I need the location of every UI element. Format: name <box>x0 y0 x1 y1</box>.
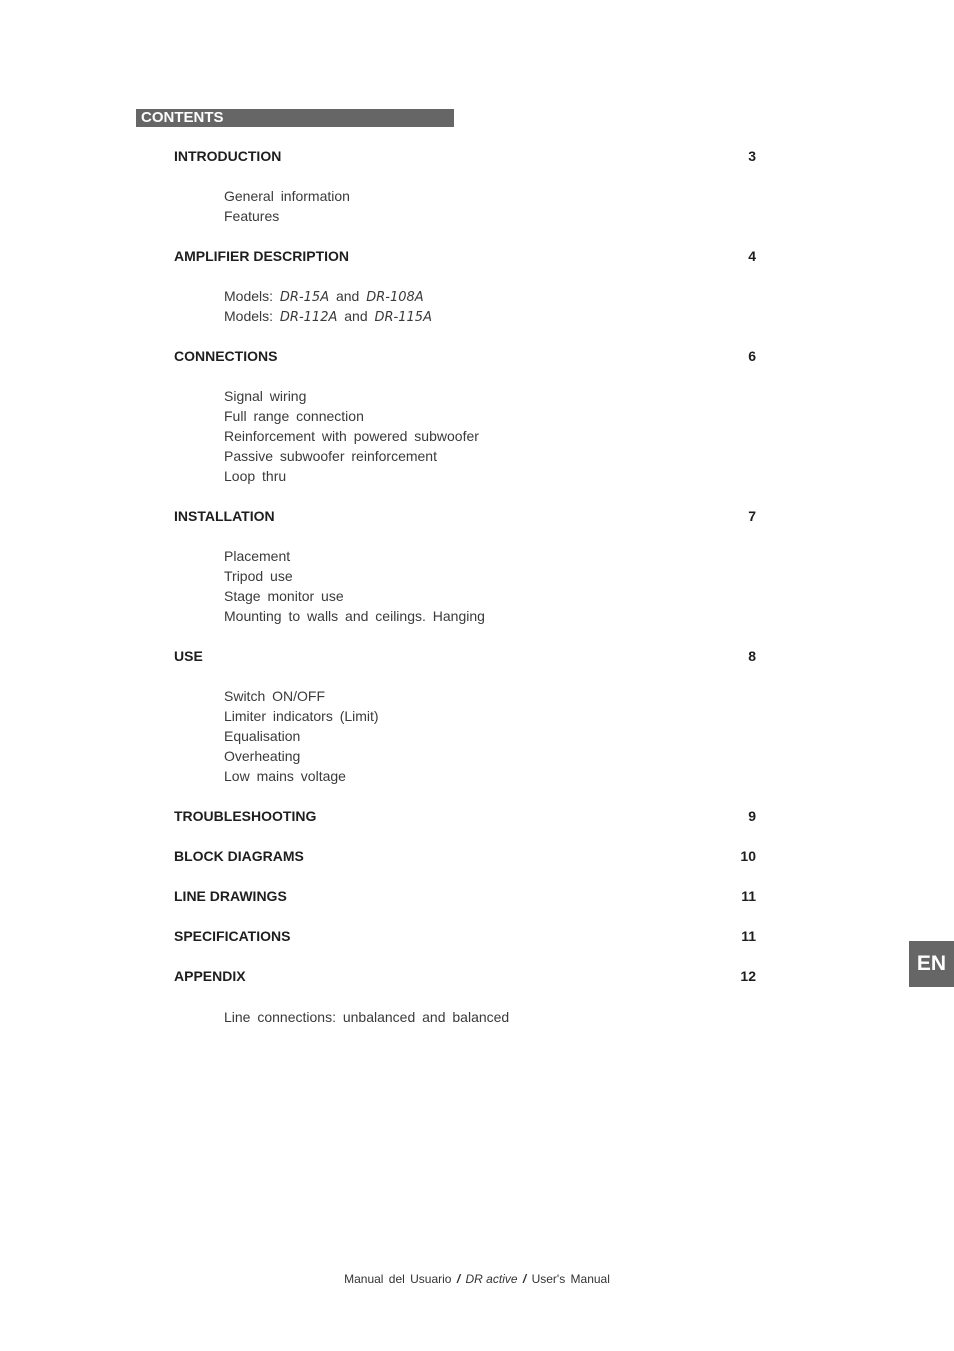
toc-subitem: Switch ON/OFF <box>224 688 326 704</box>
toc-subitem <box>224 306 756 326</box>
toc-subitems <box>174 1007 756 1027</box>
toc-entry[interactable] <box>174 846 756 866</box>
toc-subitems <box>174 186 756 226</box>
toc-entry[interactable] <box>174 346 756 366</box>
toc-section-troubleshooting <box>174 806 756 826</box>
toc-page-number: 6 <box>748 348 756 364</box>
toc-subitem: Limiter indicators (Limit) <box>224 708 379 724</box>
model-name: DR-115A <box>374 310 432 325</box>
toc-subitem <box>224 286 756 306</box>
contents-heading: CONTENTS <box>136 109 454 127</box>
toc-section-introduction <box>174 146 756 226</box>
toc-section-amplifier-description <box>174 246 756 326</box>
models-joiner: and <box>335 288 360 304</box>
toc-subitems <box>174 386 756 486</box>
toc-entry[interactable] <box>174 506 756 526</box>
model-name: DR-108A <box>366 290 424 305</box>
toc-page-number: 12 <box>740 968 756 984</box>
toc-subitem: Signal wiring <box>224 388 307 404</box>
toc-page-number: 11 <box>741 888 756 904</box>
models-prefix: Models: <box>224 288 274 304</box>
toc-subitems <box>174 546 756 626</box>
toc-section-connections <box>174 346 756 486</box>
toc-subitem: Passive subwoofer reinforcement <box>224 448 437 464</box>
footer-left: Manual del Usuario <box>344 1272 452 1286</box>
toc-page-number: 4 <box>748 248 756 264</box>
toc-entry[interactable] <box>174 806 756 826</box>
toc-subitem: Mounting to walls and ceilings. Hanging <box>224 608 485 624</box>
toc-page-number: 3 <box>748 148 756 164</box>
model-name: DR-112A <box>279 310 338 325</box>
toc-section-title: TROUBLESHOOTING <box>174 808 317 824</box>
toc-section-use <box>174 646 756 786</box>
toc-subitem: Overheating <box>224 748 301 764</box>
footer-product: DR active <box>465 1272 518 1286</box>
toc-section-title: BLOCK DIAGRAMS <box>174 848 304 864</box>
toc-section-block-diagrams <box>174 846 756 866</box>
toc-entry[interactable] <box>174 646 756 666</box>
toc-section-title: AMPLIFIER DESCRIPTION <box>174 248 350 264</box>
toc-section-title: SPECIFICATIONS <box>174 928 291 944</box>
toc-subitem: General information <box>224 188 350 204</box>
toc-page-number: 10 <box>740 848 756 864</box>
model-name: DR-15A <box>279 290 330 305</box>
toc-section-title: APPENDIX <box>174 968 246 984</box>
toc-entry[interactable] <box>174 886 756 906</box>
toc-section-specifications <box>174 926 756 946</box>
page-footer <box>0 1272 954 1286</box>
toc-section-title: LINE DRAWINGS <box>174 888 287 904</box>
language-tab[interactable]: EN <box>909 941 954 987</box>
toc-subitem: Tripod use <box>224 568 293 584</box>
toc-subitems <box>174 286 756 326</box>
toc-section-title: USE <box>174 648 203 664</box>
footer-right: User's Manual <box>531 1272 610 1286</box>
models-prefix: Models: <box>224 308 274 324</box>
toc-subitem: Reinforcement with powered subwoofer <box>224 428 479 444</box>
models-joiner: and <box>344 308 368 324</box>
footer-separator: / <box>456 1272 461 1286</box>
toc-subitem: Equalisation <box>224 728 301 744</box>
toc-subitem: Line connections: unbalanced and balanced <box>224 1009 510 1025</box>
toc-page-number: 7 <box>748 508 756 524</box>
toc-section-line-drawings <box>174 886 756 906</box>
toc-entry[interactable] <box>174 966 756 986</box>
toc-subitem: Stage monitor use <box>224 588 344 604</box>
toc-subitem: Loop thru <box>224 468 287 484</box>
toc-subitem: Features <box>224 208 280 224</box>
toc-section-installation <box>174 506 756 626</box>
toc-page-number: 11 <box>741 928 756 944</box>
toc-subitem: Full range connection <box>224 408 364 424</box>
toc-subitems <box>174 686 756 786</box>
toc-entry[interactable] <box>174 926 756 946</box>
toc-page-number: 8 <box>748 648 756 664</box>
toc-entry[interactable] <box>174 146 756 166</box>
toc-section-title: INSTALLATION <box>174 508 275 524</box>
toc-section-title: INTRODUCTION <box>174 148 282 164</box>
toc-section-title: CONNECTIONS <box>174 348 278 364</box>
toc-section-appendix <box>174 966 756 1027</box>
toc-page-number: 9 <box>748 808 756 824</box>
toc-subitem: Low mains voltage <box>224 768 346 784</box>
toc-entry[interactable] <box>174 246 756 266</box>
toc-subitem: Placement <box>224 548 291 564</box>
footer-separator: / <box>522 1272 527 1286</box>
